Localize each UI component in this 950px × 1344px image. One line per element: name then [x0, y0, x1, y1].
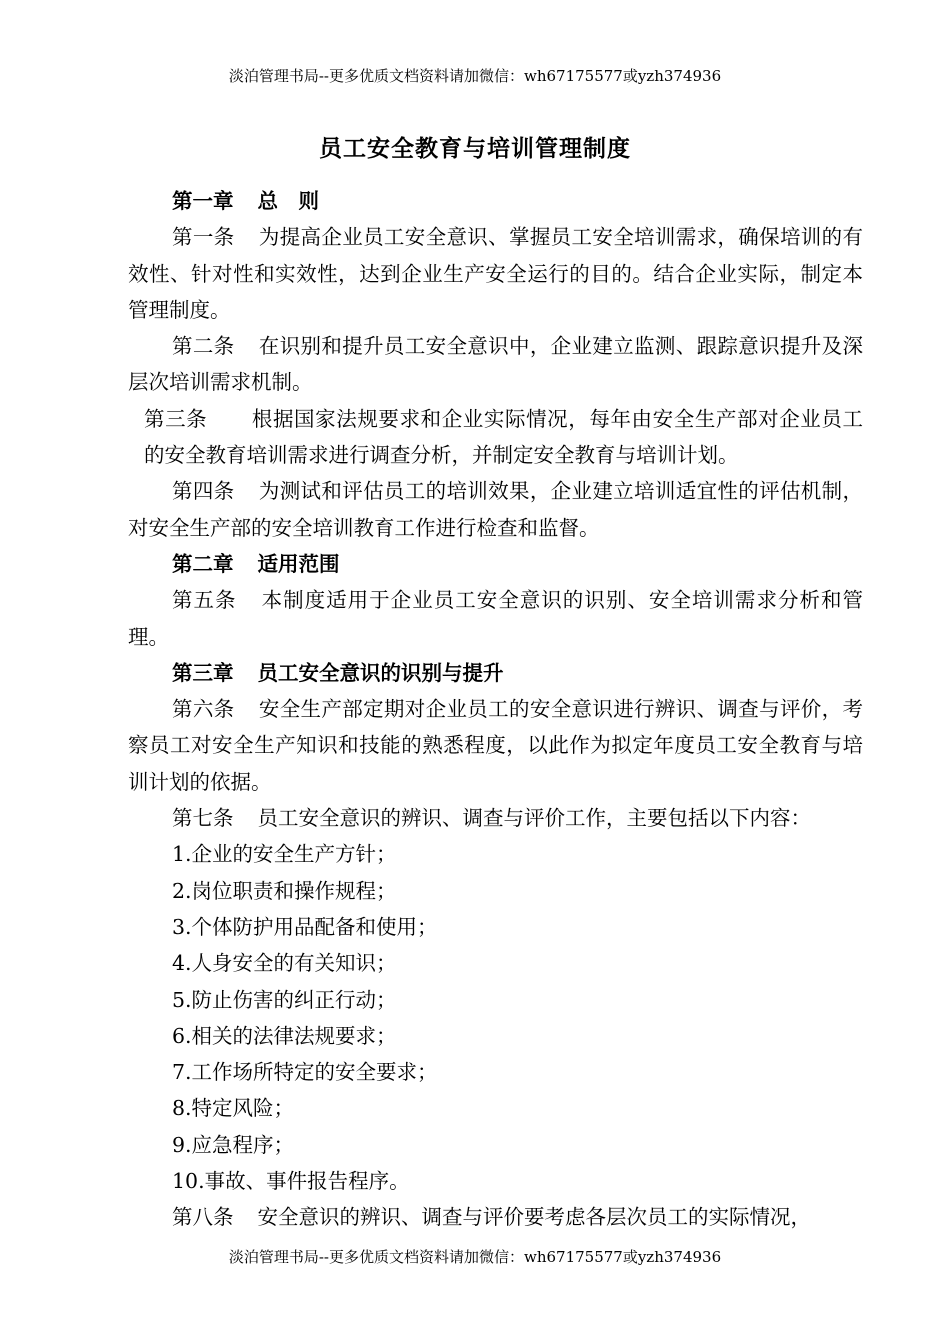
- list-item: 2.岗位职责和操作规程；: [172, 878, 397, 903]
- article-number: 第八条: [172, 1205, 234, 1230]
- chapter-number: 第一章: [172, 189, 234, 213]
- article-number: 第七条: [172, 806, 234, 831]
- list-item: 5.防止伤害的纠正行动；: [172, 987, 397, 1012]
- list-item: 8.特定风险；: [172, 1096, 295, 1121]
- article-number: 第二条: [172, 334, 235, 359]
- article-text: 在识别和提升员工安全意识中，企业建立监测、跟踪意识提升及深层次培训需求机制。: [128, 334, 863, 395]
- list-item: 6.相关的法律法规要求；: [172, 1023, 397, 1048]
- article-text: 为提高企业员工安全意识、掌握员工安全培训需求，确保培训的有效性、针对性和实效性，达到企业生产安全运行的目的。结合企业实际，制定本管理制度。: [128, 225, 863, 322]
- article-paragraph: [128, 691, 863, 800]
- page-footer: 淡泊管理书局--更多优质文档资料请加微信：wh67175577或yzh374936: [228, 1248, 722, 1266]
- article-text: 员工安全意识的辨识、调查与评价工作，主要包括以下内容：: [257, 806, 811, 831]
- article-text: 安全生产部定期对企业员工的安全意识进行辨识、调查与评价，考察员工对安全生产知识和技能的熟悉程度，以此作为拟定年度员工安全教育与培训计划的依据。: [128, 697, 863, 794]
- list-item: 3.个体防护用品配备和使用；: [172, 914, 438, 939]
- article-number: 第五条: [172, 588, 237, 613]
- chapter-title: 适用范围: [257, 551, 340, 576]
- article-paragraph: [128, 1199, 863, 1235]
- document-title: 员工安全教育与培训管理制度: [319, 135, 631, 162]
- article-number: 第三条: [144, 406, 208, 431]
- article-text: 本制度适用于企业员工安全意识的识别、安全培训需求分析和管理。: [128, 588, 864, 649]
- list-item: 9.应急程序；: [172, 1132, 295, 1157]
- chapter-heading: [128, 183, 863, 219]
- article-number: 第六条: [172, 697, 235, 722]
- list-item: 10.事故、事件报告程序。: [172, 1169, 410, 1194]
- article-number: 第一条: [172, 225, 235, 250]
- list-item: 4.人身安全的有关知识；: [172, 951, 397, 976]
- article-paragraph: [128, 800, 863, 836]
- chapter-title: 总 则: [257, 189, 319, 213]
- page-header: 淡泊管理书局--更多优质文档资料请加微信：wh67175577或yzh374936: [228, 67, 722, 85]
- article-text: 安全意识的辨识、调查与评价要考虑各层次员工的实际情况，: [257, 1205, 811, 1230]
- article-paragraph: [128, 473, 863, 546]
- article-text: 根据国家法规要求和企业实际情况，每年由安全生产部对企业员工的安全教育培训需求进行调查分析，并制定安全教育与培训计划。: [144, 406, 863, 468]
- chapter-heading: [128, 546, 863, 582]
- article-number: 第四条: [172, 479, 235, 504]
- chapter-number: 第三章: [172, 660, 234, 685]
- article-paragraph: [128, 582, 863, 655]
- article-paragraph: [128, 328, 863, 401]
- chapter-number: 第二章: [172, 551, 234, 576]
- chapter-title: 员工安全意识的识别与提升: [257, 660, 504, 685]
- article-paragraph: [128, 219, 863, 328]
- article-paragraph: [128, 401, 863, 474]
- article-text: 为测试和评估员工的培训效果，企业建立培训适宜性的评估机制，对安全生产部的安全培训教育工作进行检查和监督。: [128, 479, 863, 540]
- chapter-heading: [128, 655, 863, 691]
- list-item: 7.工作场所特定的安全要求；: [172, 1060, 438, 1085]
- list-item: 1.企业的安全生产方针；: [172, 842, 397, 867]
- document-body: [128, 183, 863, 1236]
